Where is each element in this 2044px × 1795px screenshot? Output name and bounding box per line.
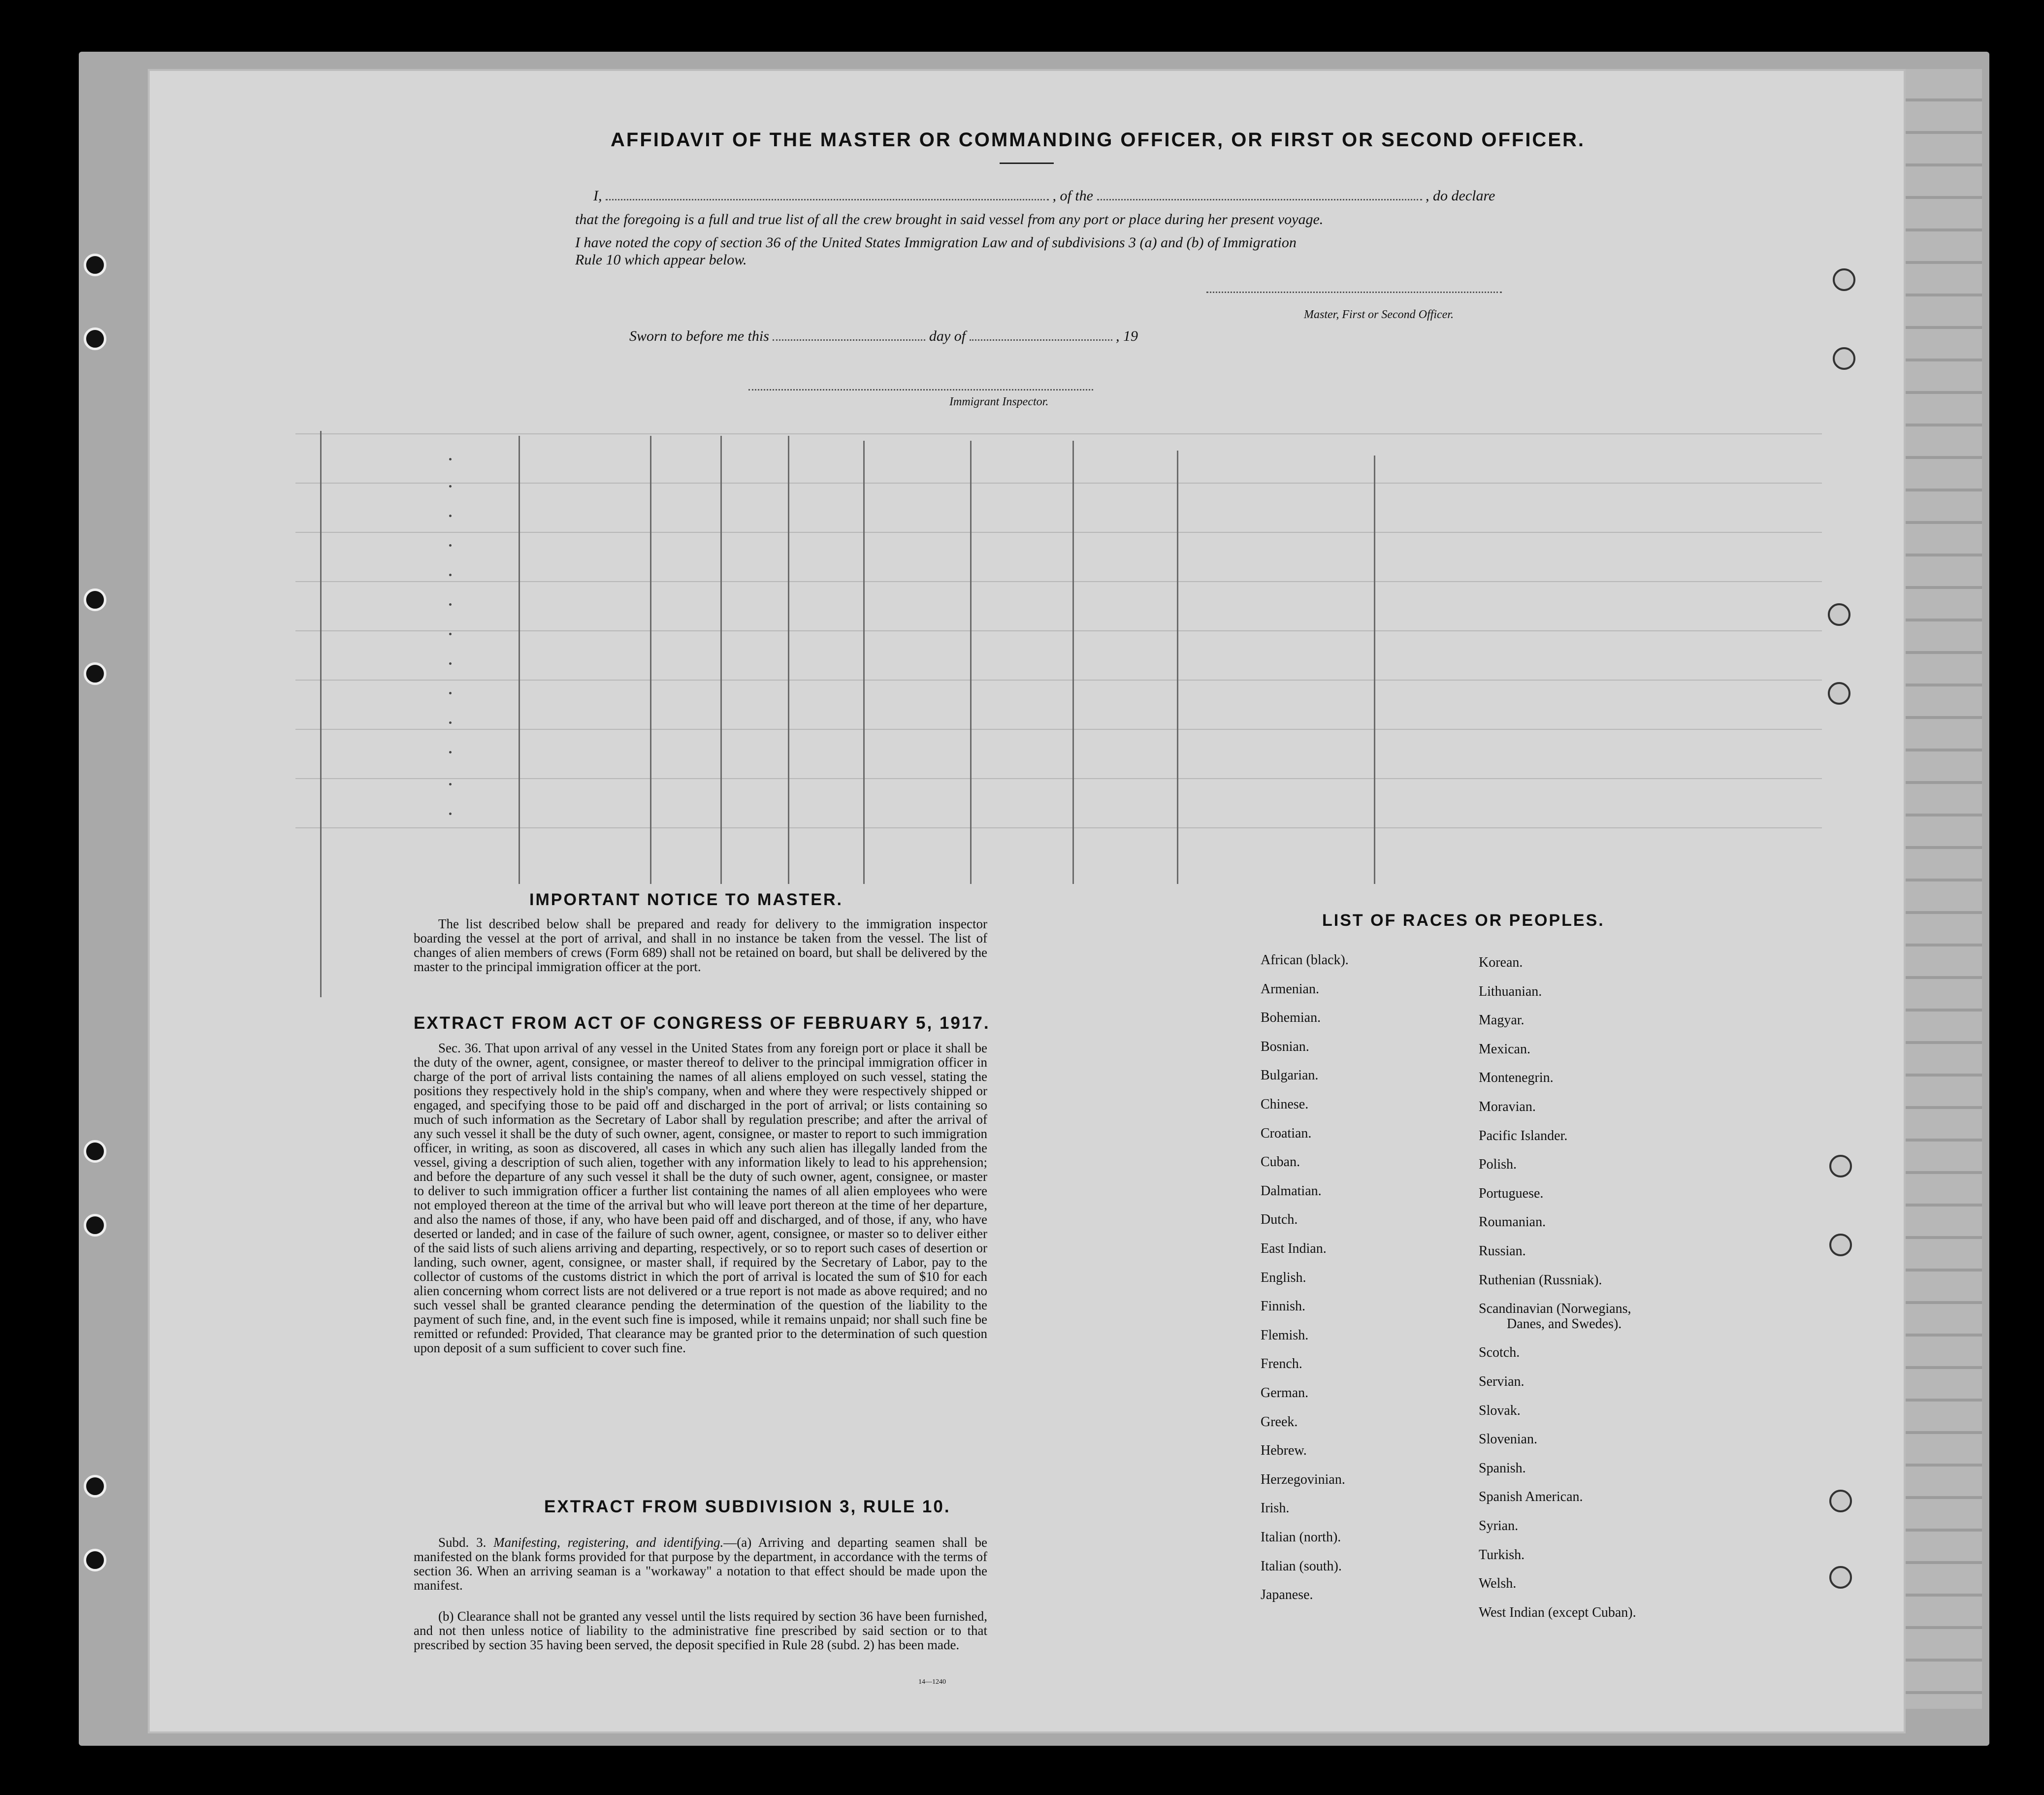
race-item: Chinese. [1261,1097,1309,1112]
race-item: Servian. [1479,1374,1525,1389]
race-item: Russian. [1479,1243,1526,1259]
race-item: English. [1261,1270,1306,1285]
i-label: I, [593,188,602,204]
column-rule [320,431,322,997]
race-item: Polish. [1479,1157,1517,1173]
race-item: Cuban. [1261,1154,1300,1170]
sworn-month-field[interactable] [970,339,1112,341]
binder-hole [84,1214,106,1237]
race-item: Finnish. [1261,1299,1306,1314]
column-rule [519,436,520,884]
bleed-through-line [295,532,1822,533]
race-item: Spanish. [1479,1460,1526,1476]
race-item: Armenian. [1261,981,1319,997]
master-signature-field[interactable] [1206,292,1502,293]
race-item: Bulgarian. [1261,1068,1319,1083]
master-caption: Master, First or Second Officer. [1304,308,1454,321]
bleed-through-line [295,433,1822,434]
binder-hole [1829,1566,1852,1589]
binder-hole [84,254,106,276]
rule-extract-title: EXTRACT FROM SUBDIVISION 3, RULE 10. [544,1497,951,1516]
column-rule [1177,451,1178,884]
year-label: , 19 [1116,328,1138,344]
race-item: Italian (south). [1261,1558,1342,1574]
act-section-label: Sec. 36. [438,1041,482,1055]
races-title: LIST OF RACES OR PEOPLES. [1322,911,1605,930]
row-dot [449,751,452,753]
race-item: German. [1261,1385,1309,1401]
row-dot [449,721,452,724]
race-item: Hebrew. [1261,1443,1307,1459]
race-item: Lithuanian. [1479,983,1542,999]
subd-heading: Manifesting, registering, and identifying. [493,1535,724,1550]
row-dot [449,515,452,517]
race-item: Greek. [1261,1414,1298,1430]
race-item: Turkish. [1479,1547,1525,1563]
race-item: East Indian. [1261,1241,1327,1256]
binder-hole [1829,1234,1852,1256]
rule-para-b: (b) Clearance shall not be granted any vessel until the lists required by section 36 have been furnished, and not then unless notice of liability to the administrative fine prescribed by said section or to that prescribed by section 35 having been served, the deposit specified in Rule 28 (subd. 2) has been made. [414,1609,987,1652]
race-item: African (black). [1261,952,1349,968]
binder-hole [84,662,106,685]
race-item: Portuguese. [1479,1185,1544,1201]
bleed-through-line [295,630,1822,631]
affidavit-line-2: that the foregoing is a full and true list of all the crew brought in said vessel from any port or place during her present voyage. [575,211,1324,228]
race-item: Irish. [1261,1501,1290,1516]
binder-hole [1828,682,1850,705]
race-item: Slovenian. [1479,1432,1537,1447]
race-item: Pacific Islander. [1479,1128,1568,1143]
row-dot [449,574,452,576]
binder-hole [1829,1155,1852,1177]
race-item: Scotch. [1479,1345,1520,1361]
act-extract-body [414,1041,987,1355]
bleed-through-line [295,483,1822,484]
row-dot [449,603,452,606]
sworn-label: Sworn to before me this [629,328,769,344]
race-item: Montenegrin. [1479,1070,1554,1086]
race-item: Ruthenian (Russniak). [1479,1272,1602,1288]
race-item: Dalmatian. [1261,1183,1322,1199]
race-item: Bosnian. [1261,1039,1309,1054]
race-item: Moravian. [1479,1099,1536,1114]
sworn-day-field[interactable] [773,339,925,341]
row-dot [449,692,452,694]
binder-hole [84,327,106,350]
race-item: Japanese. [1261,1587,1313,1603]
race-item: Italian (north). [1261,1530,1341,1545]
race-item: Dutch. [1261,1212,1298,1228]
race-item: Danes, and Swedes). [1507,1316,1622,1332]
act-extract-title: EXTRACT FROM ACT OF CONGRESS OF FEBRUARY 5, 1917. [414,1013,990,1033]
race-item: West Indian (except Cuban). [1479,1604,1636,1620]
binder-hole [84,1475,106,1498]
affidavit-line-1 [593,187,1529,205]
race-item: Herzegovinian. [1261,1471,1345,1487]
notice-title: IMPORTANT NOTICE TO MASTER. [529,890,843,909]
inspector-signature-field[interactable] [748,389,1093,391]
form-number: 14—1240 [918,1678,946,1686]
affidavit-line-3: I have noted the copy of section 36 of the United States Immigration Law and of subdivisions 3 (a) and (b) of Immigration [575,234,1297,251]
binder-hole [1833,347,1855,370]
vessel-name-field[interactable] [1097,199,1422,200]
race-item: French. [1261,1356,1302,1372]
race-item: Flemish. [1261,1327,1309,1343]
row-dot [449,783,452,785]
day-of-label: day of [929,328,966,344]
declare-label: , do declare [1426,188,1495,204]
binder-hole [1828,603,1850,626]
column-rule [863,441,865,884]
race-item: Spanish American. [1479,1489,1583,1505]
bleed-through-line [295,827,1822,828]
bleed-through-line [295,581,1822,582]
column-rule [788,436,789,884]
subd-para-a-text: —(a) Arriving and departing seamen shall be manifested on the blank forms provided for that purpose by the department, in accordance with the terms of section 36. When an arriving seaman is a "workaway" a notation to that effect should be made upon the manifest. [414,1535,987,1593]
race-item: Slovak. [1479,1403,1521,1418]
race-item: Croatian. [1261,1125,1312,1141]
race-item: Roumanian. [1479,1214,1546,1230]
column-rule [720,436,722,884]
row-dot [449,458,452,460]
binder-hole [84,1140,106,1163]
row-dot [449,813,452,815]
binder-hole [84,1549,106,1571]
bleed-through-line [295,778,1822,779]
affidavit-line-4: Rule 10 which appear below. [575,252,747,268]
title-rule [1000,163,1054,164]
subd-label: Subd. 3. [438,1535,487,1550]
race-item: Welsh. [1479,1576,1517,1592]
bleed-through-line [295,729,1822,730]
race-item: Magyar. [1479,1012,1525,1028]
rule-para-a [414,1535,987,1593]
row-dot [449,485,452,488]
race-item: Scandinavian (Norwegians, [1479,1301,1631,1317]
bleed-through-line [295,680,1822,681]
column-rule [1072,441,1074,884]
document-page [148,69,1906,1733]
act-section-text: That upon arrival of any vessel in the United States from any foreign port or place it shall be the duty of the owner, agent, consignee, or master thereof to deliver to the principal immigration officer in charge of the port of arrival lists containing the names of all aliens employed on such vessel, stating the positions they respectively hold in the ship's company, when and where they were respectively shipped or engaged, and specifying those to be paid off and discharged in the port of arrival; or lists containing so much of such information as the Secretary of Labor shall by regulation prescribe; and after the arrival of any such vessel it shall be the duty of such owner, agent, consignee, or master to report to such immigration officer, in writing, as soon as discovered, all cases in which any such alien has illegally landed from the vessel, giving a description of such alien, together with any information likely to lead to his apprehension; and before the departure of any such vessel it shall be the duty of such owner, agent, consignee, or master to deliver to such immigration officer a further list containing the names of all alien employees who were not employed thereon at the time of the arrival but who will leave port thereon at the time of her departure, and also the names of those, if any, who have been paid off and discharged, and of those, if any, who have deserted or landed; and in case of the failure of such owner, agent, consignee, or master so to deliver either of the said lists of such aliens arriving and departing, respectively, or so to report such cases of desertion or landing, such owner, agent, consignee, or master shall, if required by the Secretary of Labor, pay to the collector of customs of the customs district in which the port of arrival is located the sum of $10 for each alien concerning whom correct lists are not delivered or a true report is not made as above required; and no such vessel shall be granted clearance pending the determination of the question of the liability to the payment of such fine, and, in the event such fine is imposed, while it remains unpaid; nor shall such fine be remitted or refunded: Provided, That clearance may be granted prior to the determination of such question upon deposit of a sum sufficient to cover such fine. [414,1041,988,1355]
affidavit-title: AFFIDAVIT OF THE MASTER OR COMMANDING OFFICER, OR FIRST OR SECOND OFFICER. [611,129,1585,151]
column-rule [970,441,972,884]
row-dot [449,662,452,665]
race-item: Korean. [1479,955,1523,970]
row-dot [449,544,452,547]
inspector-caption: Immigrant Inspector. [949,395,1049,408]
notice-body: The list described below shall be prepared and ready for delivery to the immigration inspector boarding the vessel at the port of arrival, and shall in no instance be taken from the vessel. The list of changes of alien members of crews (Form 689) shall not be retained on board, but shall be delivered by the master to the principal immigration officer at the port. [414,916,987,974]
column-rule [1374,456,1375,884]
back-sheet-edge [1896,69,1982,1709]
binder-hole [1833,268,1855,291]
of-the-label: , of the [1052,188,1093,204]
binder-hole [84,588,106,611]
row-dot [449,633,452,635]
race-item: Mexican. [1479,1041,1530,1057]
race-item: Bohemian. [1261,1010,1321,1026]
column-rule [650,436,651,884]
race-item: Syrian. [1479,1518,1519,1534]
binder-hole [1829,1490,1852,1512]
officer-name-field[interactable] [606,199,1049,200]
sworn-line [629,327,1269,345]
